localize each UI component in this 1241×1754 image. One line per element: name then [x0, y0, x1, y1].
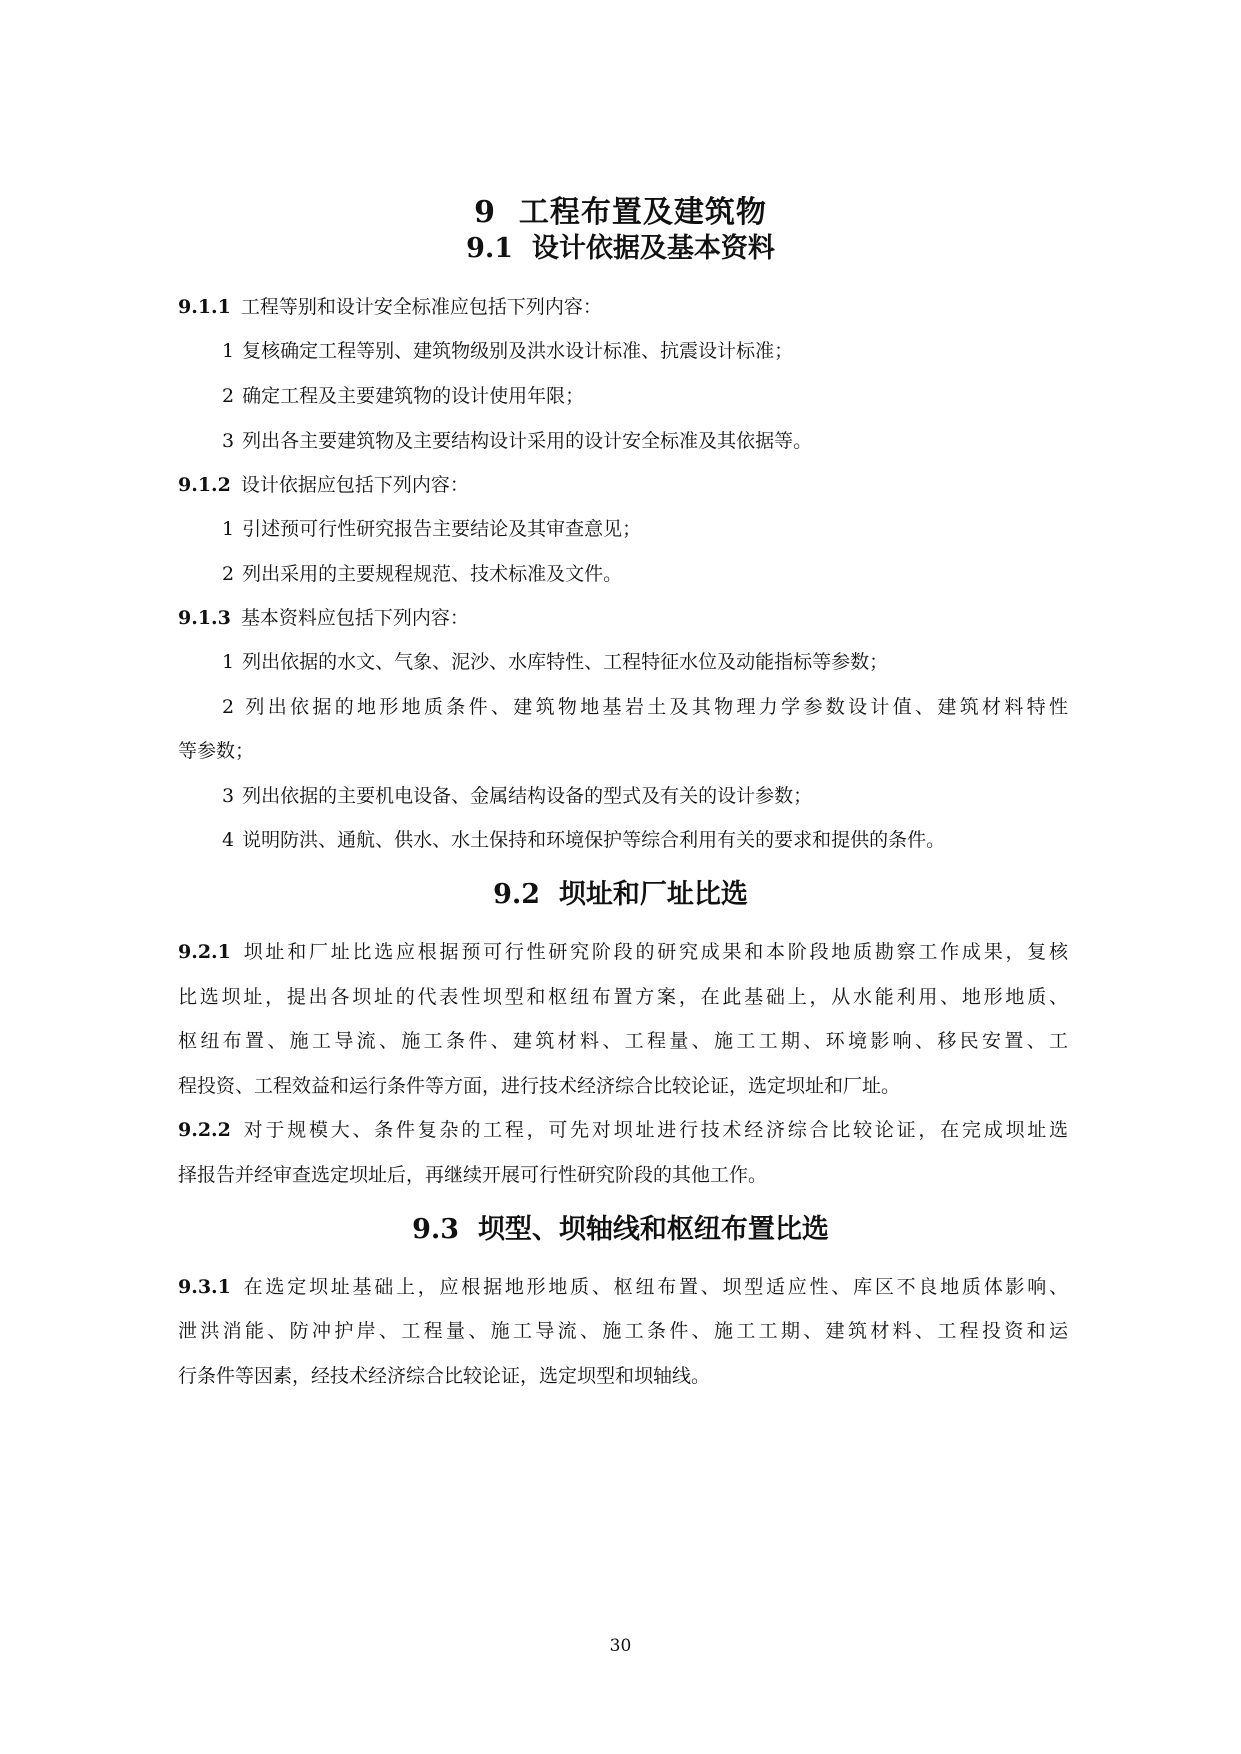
- item-text: 列出依据的水文、气象、泥沙、水库特性、工程特征水位及动能指标等参数；: [242, 651, 889, 673]
- clause-text: 设计依据应包括下列内容：: [240, 474, 469, 496]
- clause-text: 程投资、工程效益和运行条件等方面，进行技术经济综合比较论证，选定坝址和厂址。: [178, 1075, 901, 1097]
- clause-text: 在选定坝址基础上，应根据地形地质、枢纽布置、坝型适应性、库区不良地质体影响、: [240, 1276, 1068, 1298]
- clause-number: 9.2.1: [178, 941, 231, 963]
- item-number: 3: [222, 430, 235, 452]
- section-title-text: 坝址和厂址比选: [558, 879, 748, 910]
- section-title-9-3: [0, 1212, 1241, 1248]
- item-text: 确定工程及主要建筑物的设计使用年限；: [242, 385, 585, 407]
- clause-text: 行条件等因素，经技术经济综合比较论证，选定坝型和坝轴线。: [178, 1365, 711, 1387]
- item-text: 说明防洪、通航、供水、水土保持和环境保护等综合利用有关的要求和提供的条件。: [242, 829, 946, 851]
- item-text: 列出采用的主要规程规范、技术标准及文件。: [242, 563, 623, 585]
- section-title-text: 坝型、坝轴线和枢纽布置比选: [477, 1214, 829, 1245]
- item-number: 1: [222, 651, 235, 673]
- item-number: 2: [222, 563, 235, 585]
- item-text: 列出依据的主要机电设备、金属结构设备的型式及有关的设计参数；: [242, 785, 813, 807]
- clause-9-2-2: [178, 1116, 1068, 1144]
- chapter-number: 9: [474, 195, 496, 230]
- item-number: 1: [222, 518, 235, 540]
- list-item: [222, 693, 1068, 721]
- chapter-title-text: 工程布置及建筑物: [518, 195, 767, 230]
- paragraph-line: [178, 1317, 1068, 1345]
- clause-text: 对于规模大、条件复杂的工程，可先对坝址进行技术经济综合比较论证，在完成坝址选: [240, 1119, 1068, 1141]
- clause-number: 9.1.1: [178, 296, 231, 318]
- item-number: 4: [222, 829, 235, 851]
- clause-text: 比选坝址，提出各坝址的代表性坝型和枢纽布置方案，在此基础上，从水能利用、地形地质、: [178, 986, 1068, 1008]
- item-number: 2: [222, 696, 235, 718]
- item-number: 1: [222, 340, 235, 362]
- section-title-9-1: [0, 231, 1241, 267]
- clause-9-2-1: [178, 938, 1068, 966]
- clause-number: 9.3.1: [178, 1276, 231, 1298]
- section-number: 9.3: [412, 1214, 460, 1245]
- clause-9-3-1: [178, 1273, 1068, 1301]
- list-item: [222, 382, 1112, 410]
- list-item: [222, 648, 1112, 676]
- section-number: 9.1: [466, 233, 514, 264]
- clause-text: 基本资料应包括下列内容：: [240, 607, 469, 629]
- paragraph-line: [178, 1161, 1068, 1189]
- item-text: 引述预可行性研究报告主要结论及其审查意见；: [242, 518, 642, 540]
- clause-9-1-3: [178, 604, 1068, 632]
- item-number: 3: [222, 785, 235, 807]
- paragraph-line: [178, 1362, 1068, 1390]
- clause-number: 9.2.2: [178, 1119, 231, 1141]
- list-item: [222, 337, 1112, 365]
- item-text: 列出依据的地形地质条件、建筑物地基岩土及其物理力学参数设计值、建筑材料特性: [242, 696, 1068, 718]
- section-title-9-2: [0, 877, 1241, 913]
- clause-text: 坝址和厂址比选应根据预可行性研究阶段的研究成果和本阶段地质勘察工作成果，复核: [240, 941, 1068, 963]
- clause-number: 9.1.3: [178, 607, 231, 629]
- section-number: 9.2: [493, 879, 541, 910]
- list-item: [222, 560, 1112, 588]
- clause-number: 9.1.2: [178, 474, 231, 496]
- item-number: 2: [222, 385, 235, 407]
- item-text: 列出各主要建筑物及主要结构设计采用的设计安全标准及其依据等。: [242, 430, 813, 452]
- list-item-continuation: [178, 737, 1068, 765]
- item-text-continuation: 等参数；: [178, 740, 255, 762]
- paragraph-line: [178, 1072, 1068, 1100]
- clause-text: 择报告并经审查选定坝址后，再继续开展可行性研究阶段的其他工作。: [178, 1164, 768, 1186]
- list-item: [222, 782, 1112, 810]
- paragraph-line: [178, 983, 1068, 1011]
- list-item: [222, 515, 1112, 543]
- section-title-text: 设计依据及基本资料: [531, 233, 775, 264]
- item-text: 复核确定工程等别、建筑物级别及洪水设计标准、抗震设计标准；: [242, 340, 794, 362]
- clause-9-1-2: [178, 471, 1068, 499]
- clause-text: 枢纽布置、施工导流、施工条件、建筑材料、工程量、施工工期、环境影响、移民安置、工: [178, 1030, 1068, 1052]
- page-number: 30: [609, 1636, 632, 1656]
- clause-text: 工程等别和设计安全标准应包括下列内容：: [240, 296, 602, 318]
- clause-text: 泄洪消能、防冲护岸、工程量、施工导流、施工条件、施工工期、建筑材料、工程投资和运: [178, 1320, 1068, 1342]
- clause-9-1-1: [178, 293, 1068, 321]
- paragraph-line: [178, 1027, 1068, 1055]
- chapter-title: [0, 193, 1241, 233]
- list-item: [222, 427, 1112, 455]
- list-item: [222, 826, 1112, 854]
